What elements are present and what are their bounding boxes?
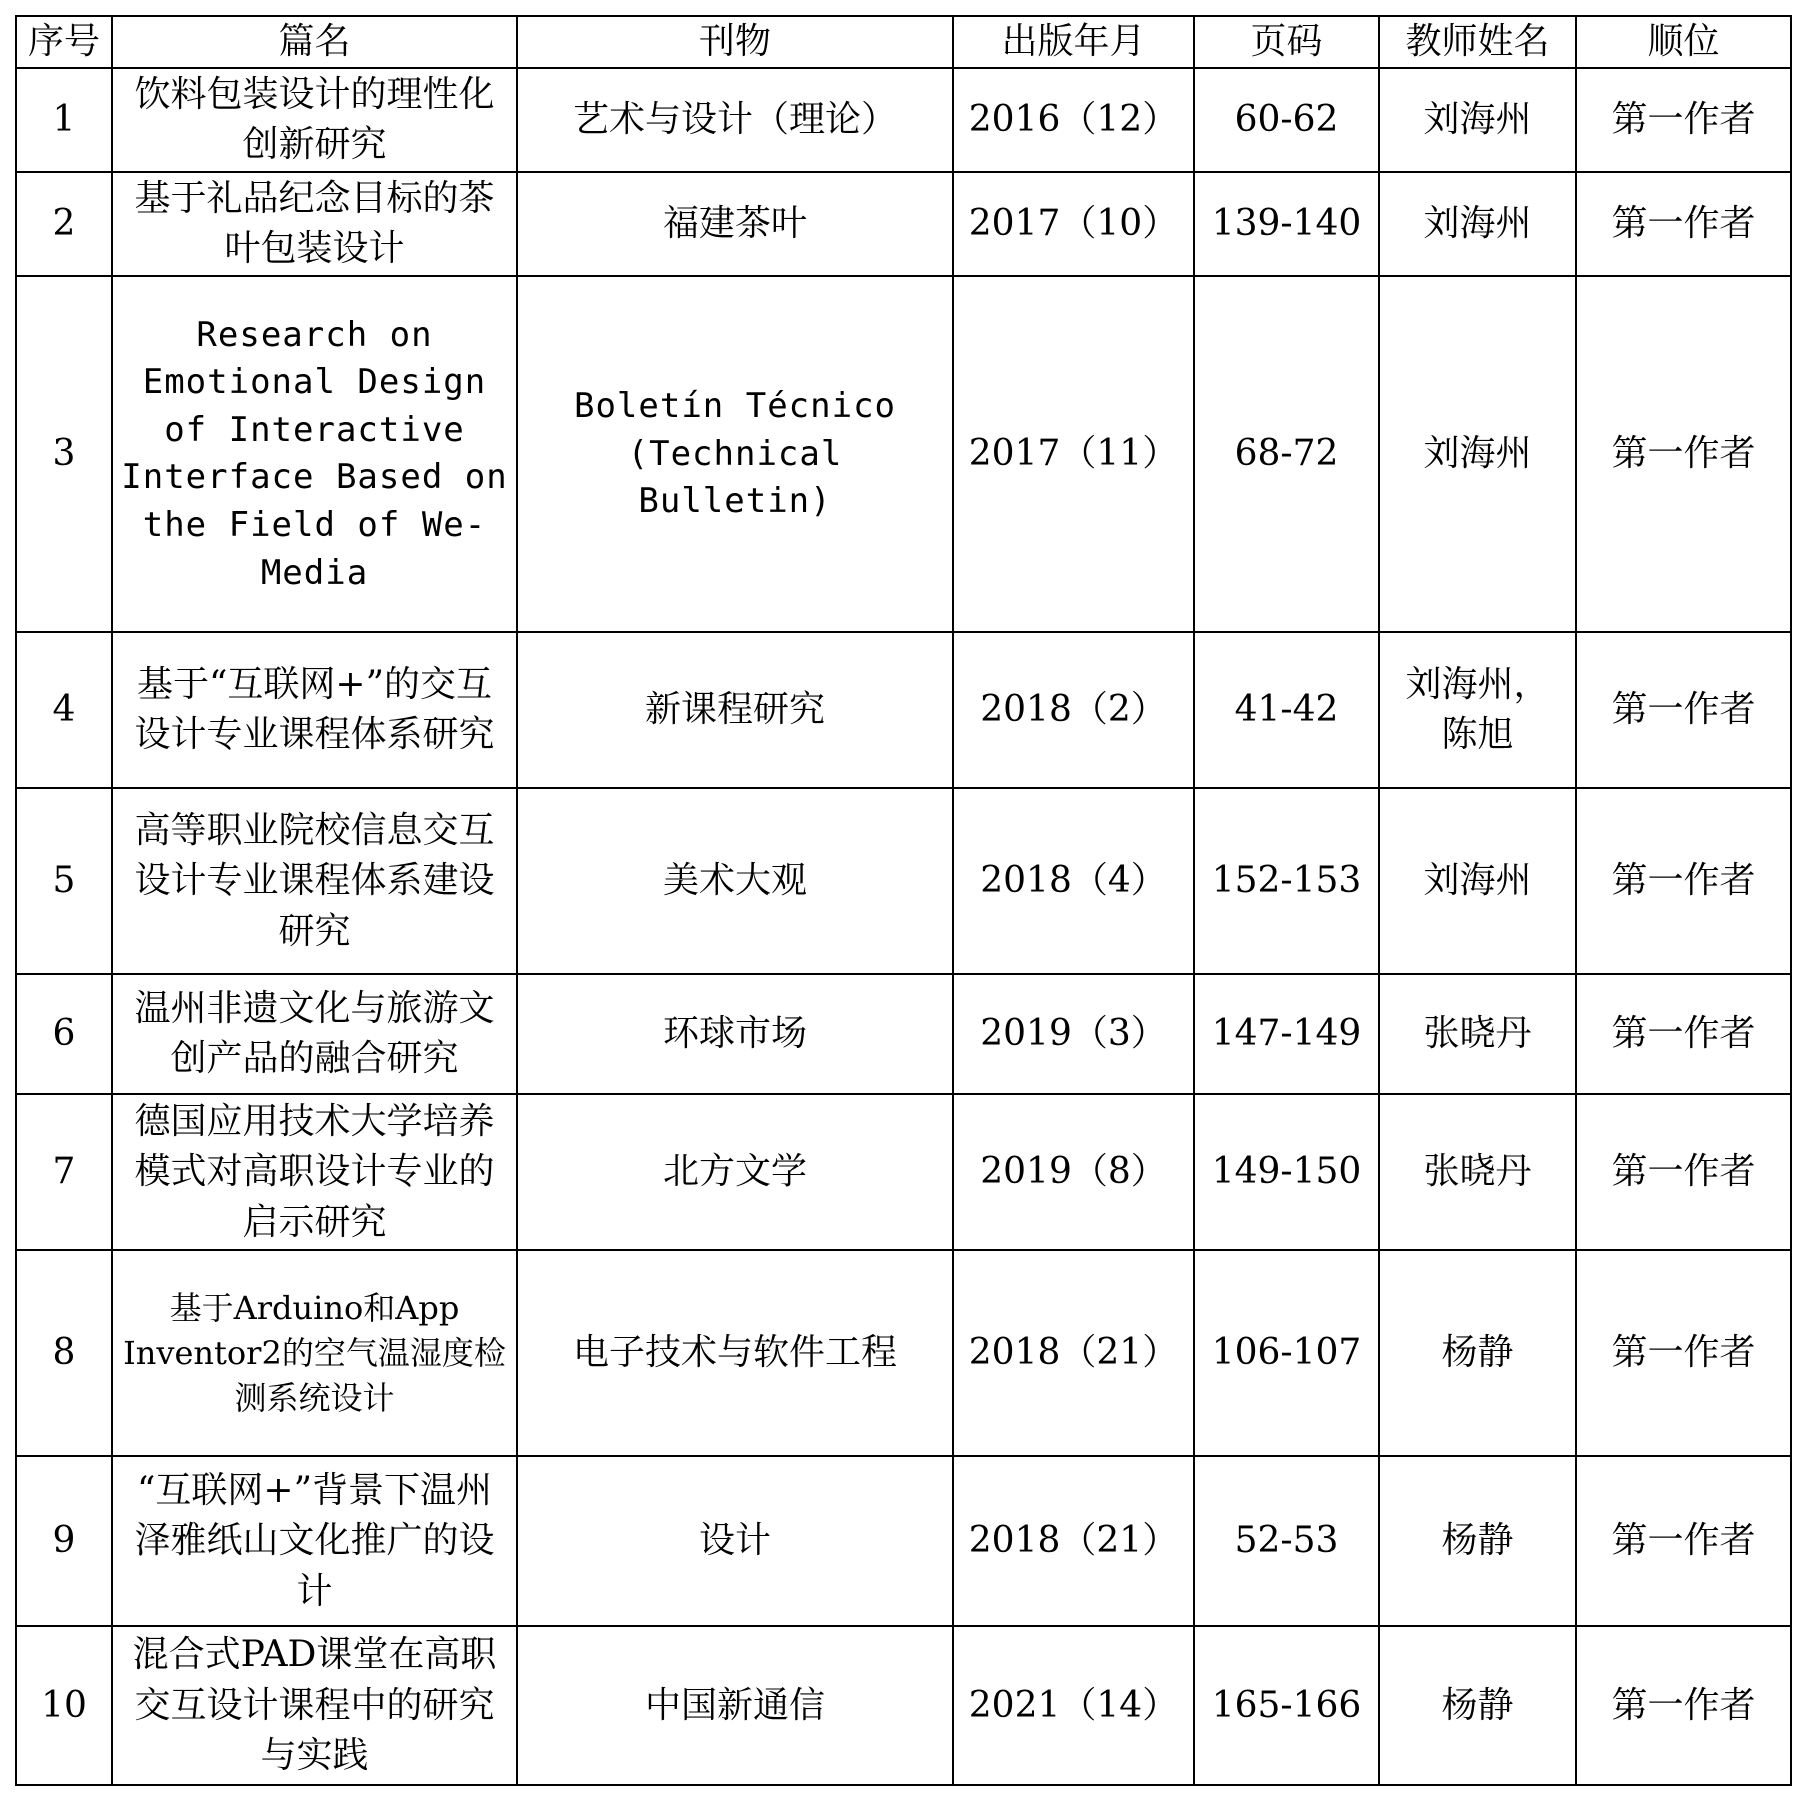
cell-order: 第一作者 [1576, 1626, 1791, 1785]
cell-date: 2019（3） [953, 974, 1194, 1094]
cell-date: 2018（2） [953, 632, 1194, 788]
cell-teacher: 刘海州 [1379, 68, 1576, 172]
cell-pages: 139-140 [1194, 172, 1379, 276]
cell-teacher: 刘海州，陈旭 [1379, 632, 1576, 788]
header-teacher: 教师姓名 [1379, 16, 1576, 68]
cell-title: “互联网+”背景下温州泽雅纸山文化推广的设计 [112, 1456, 517, 1626]
cell-teacher: 刘海州 [1379, 788, 1576, 974]
cell-pages: 147-149 [1194, 974, 1379, 1094]
cell-teacher: 张晓丹 [1379, 974, 1576, 1094]
cell-title: Research on Emotional Design of Interactive Interface Based on the Field of We-Media [112, 276, 517, 632]
cell-index: 8 [16, 1250, 112, 1456]
cell-date: 2016（12） [953, 68, 1194, 172]
table-row [16, 1456, 1791, 1626]
header-pages: 页码 [1194, 16, 1379, 68]
cell-title: 基于礼品纪念目标的茶叶包装设计 [112, 172, 517, 276]
cell-journal: Boletín Técnico (Technical Bulletin) [517, 276, 953, 632]
cell-title: 高等职业院校信息交互设计专业课程体系建设研究 [112, 788, 517, 974]
cell-index: 5 [16, 788, 112, 974]
cell-teacher: 杨静 [1379, 1456, 1576, 1626]
table-row [16, 1094, 1791, 1250]
cell-title: 饮料包装设计的理性化创新研究 [112, 68, 517, 172]
cell-pages: 149-150 [1194, 1094, 1379, 1250]
cell-pages: 165-166 [1194, 1626, 1379, 1785]
cell-title: 混合式PAD课堂在高职交互设计课程中的研究与实践 [112, 1626, 517, 1785]
cell-teacher: 张晓丹 [1379, 1094, 1576, 1250]
header-journal: 刊物 [517, 16, 953, 68]
cell-order: 第一作者 [1576, 1456, 1791, 1626]
cell-pages: 52-53 [1194, 1456, 1379, 1626]
cell-index: 3 [16, 276, 112, 632]
cell-order: 第一作者 [1576, 68, 1791, 172]
cell-index: 7 [16, 1094, 112, 1250]
table-row [16, 276, 1791, 632]
publications-table [15, 15, 1792, 1786]
cell-journal: 北方文学 [517, 1094, 953, 1250]
cell-order: 第一作者 [1576, 974, 1791, 1094]
cell-date: 2021（14） [953, 1626, 1194, 1785]
header-date: 出版年月 [953, 16, 1194, 68]
cell-teacher: 刘海州 [1379, 172, 1576, 276]
cell-teacher: 刘海州 [1379, 276, 1576, 632]
cell-index: 10 [16, 1626, 112, 1785]
cell-journal: 环球市场 [517, 974, 953, 1094]
cell-order: 第一作者 [1576, 172, 1791, 276]
cell-order: 第一作者 [1576, 632, 1791, 788]
cell-order: 第一作者 [1576, 1094, 1791, 1250]
table-row [16, 1626, 1791, 1785]
table-row [16, 172, 1791, 276]
cell-index: 1 [16, 68, 112, 172]
cell-pages: 106-107 [1194, 1250, 1379, 1456]
header-title: 篇名 [112, 16, 517, 68]
cell-index: 2 [16, 172, 112, 276]
cell-index: 9 [16, 1456, 112, 1626]
cell-pages: 60-62 [1194, 68, 1379, 172]
cell-date: 2018（4） [953, 788, 1194, 974]
table-row [16, 68, 1791, 172]
cell-journal: 新课程研究 [517, 632, 953, 788]
table-row [16, 1250, 1791, 1456]
table-row [16, 632, 1791, 788]
cell-journal: 电子技术与软件工程 [517, 1250, 953, 1456]
cell-order: 第一作者 [1576, 1250, 1791, 1456]
header-order: 顺位 [1576, 16, 1791, 68]
cell-title: 基于Arduino和App Inventor2的空气温湿度检测系统设计 [112, 1250, 517, 1456]
cell-journal: 福建茶叶 [517, 172, 953, 276]
table-row [16, 788, 1791, 974]
cell-order: 第一作者 [1576, 276, 1791, 632]
cell-order: 第一作者 [1576, 788, 1791, 974]
cell-pages: 41-42 [1194, 632, 1379, 788]
cell-date: 2019（8） [953, 1094, 1194, 1250]
cell-title: 德国应用技术大学培养模式对高职设计专业的启示研究 [112, 1094, 517, 1250]
cell-index: 6 [16, 974, 112, 1094]
cell-date: 2017（10） [953, 172, 1194, 276]
cell-date: 2017（11） [953, 276, 1194, 632]
cell-title: 温州非遗文化与旅游文创产品的融合研究 [112, 974, 517, 1094]
cell-pages: 152-153 [1194, 788, 1379, 974]
cell-title: 基于“互联网+”的交互设计专业课程体系研究 [112, 632, 517, 788]
cell-teacher: 杨静 [1379, 1626, 1576, 1785]
cell-date: 2018（21） [953, 1456, 1194, 1626]
table-row [16, 974, 1791, 1094]
cell-index: 4 [16, 632, 112, 788]
header-index: 序号 [16, 16, 112, 68]
cell-journal: 艺术与设计（理论） [517, 68, 953, 172]
header-row [16, 16, 1791, 68]
cell-teacher: 杨静 [1379, 1250, 1576, 1456]
cell-journal: 中国新通信 [517, 1626, 953, 1785]
cell-pages: 68-72 [1194, 276, 1379, 632]
cell-journal: 美术大观 [517, 788, 953, 974]
cell-date: 2018（21） [953, 1250, 1194, 1456]
cell-journal: 设计 [517, 1456, 953, 1626]
